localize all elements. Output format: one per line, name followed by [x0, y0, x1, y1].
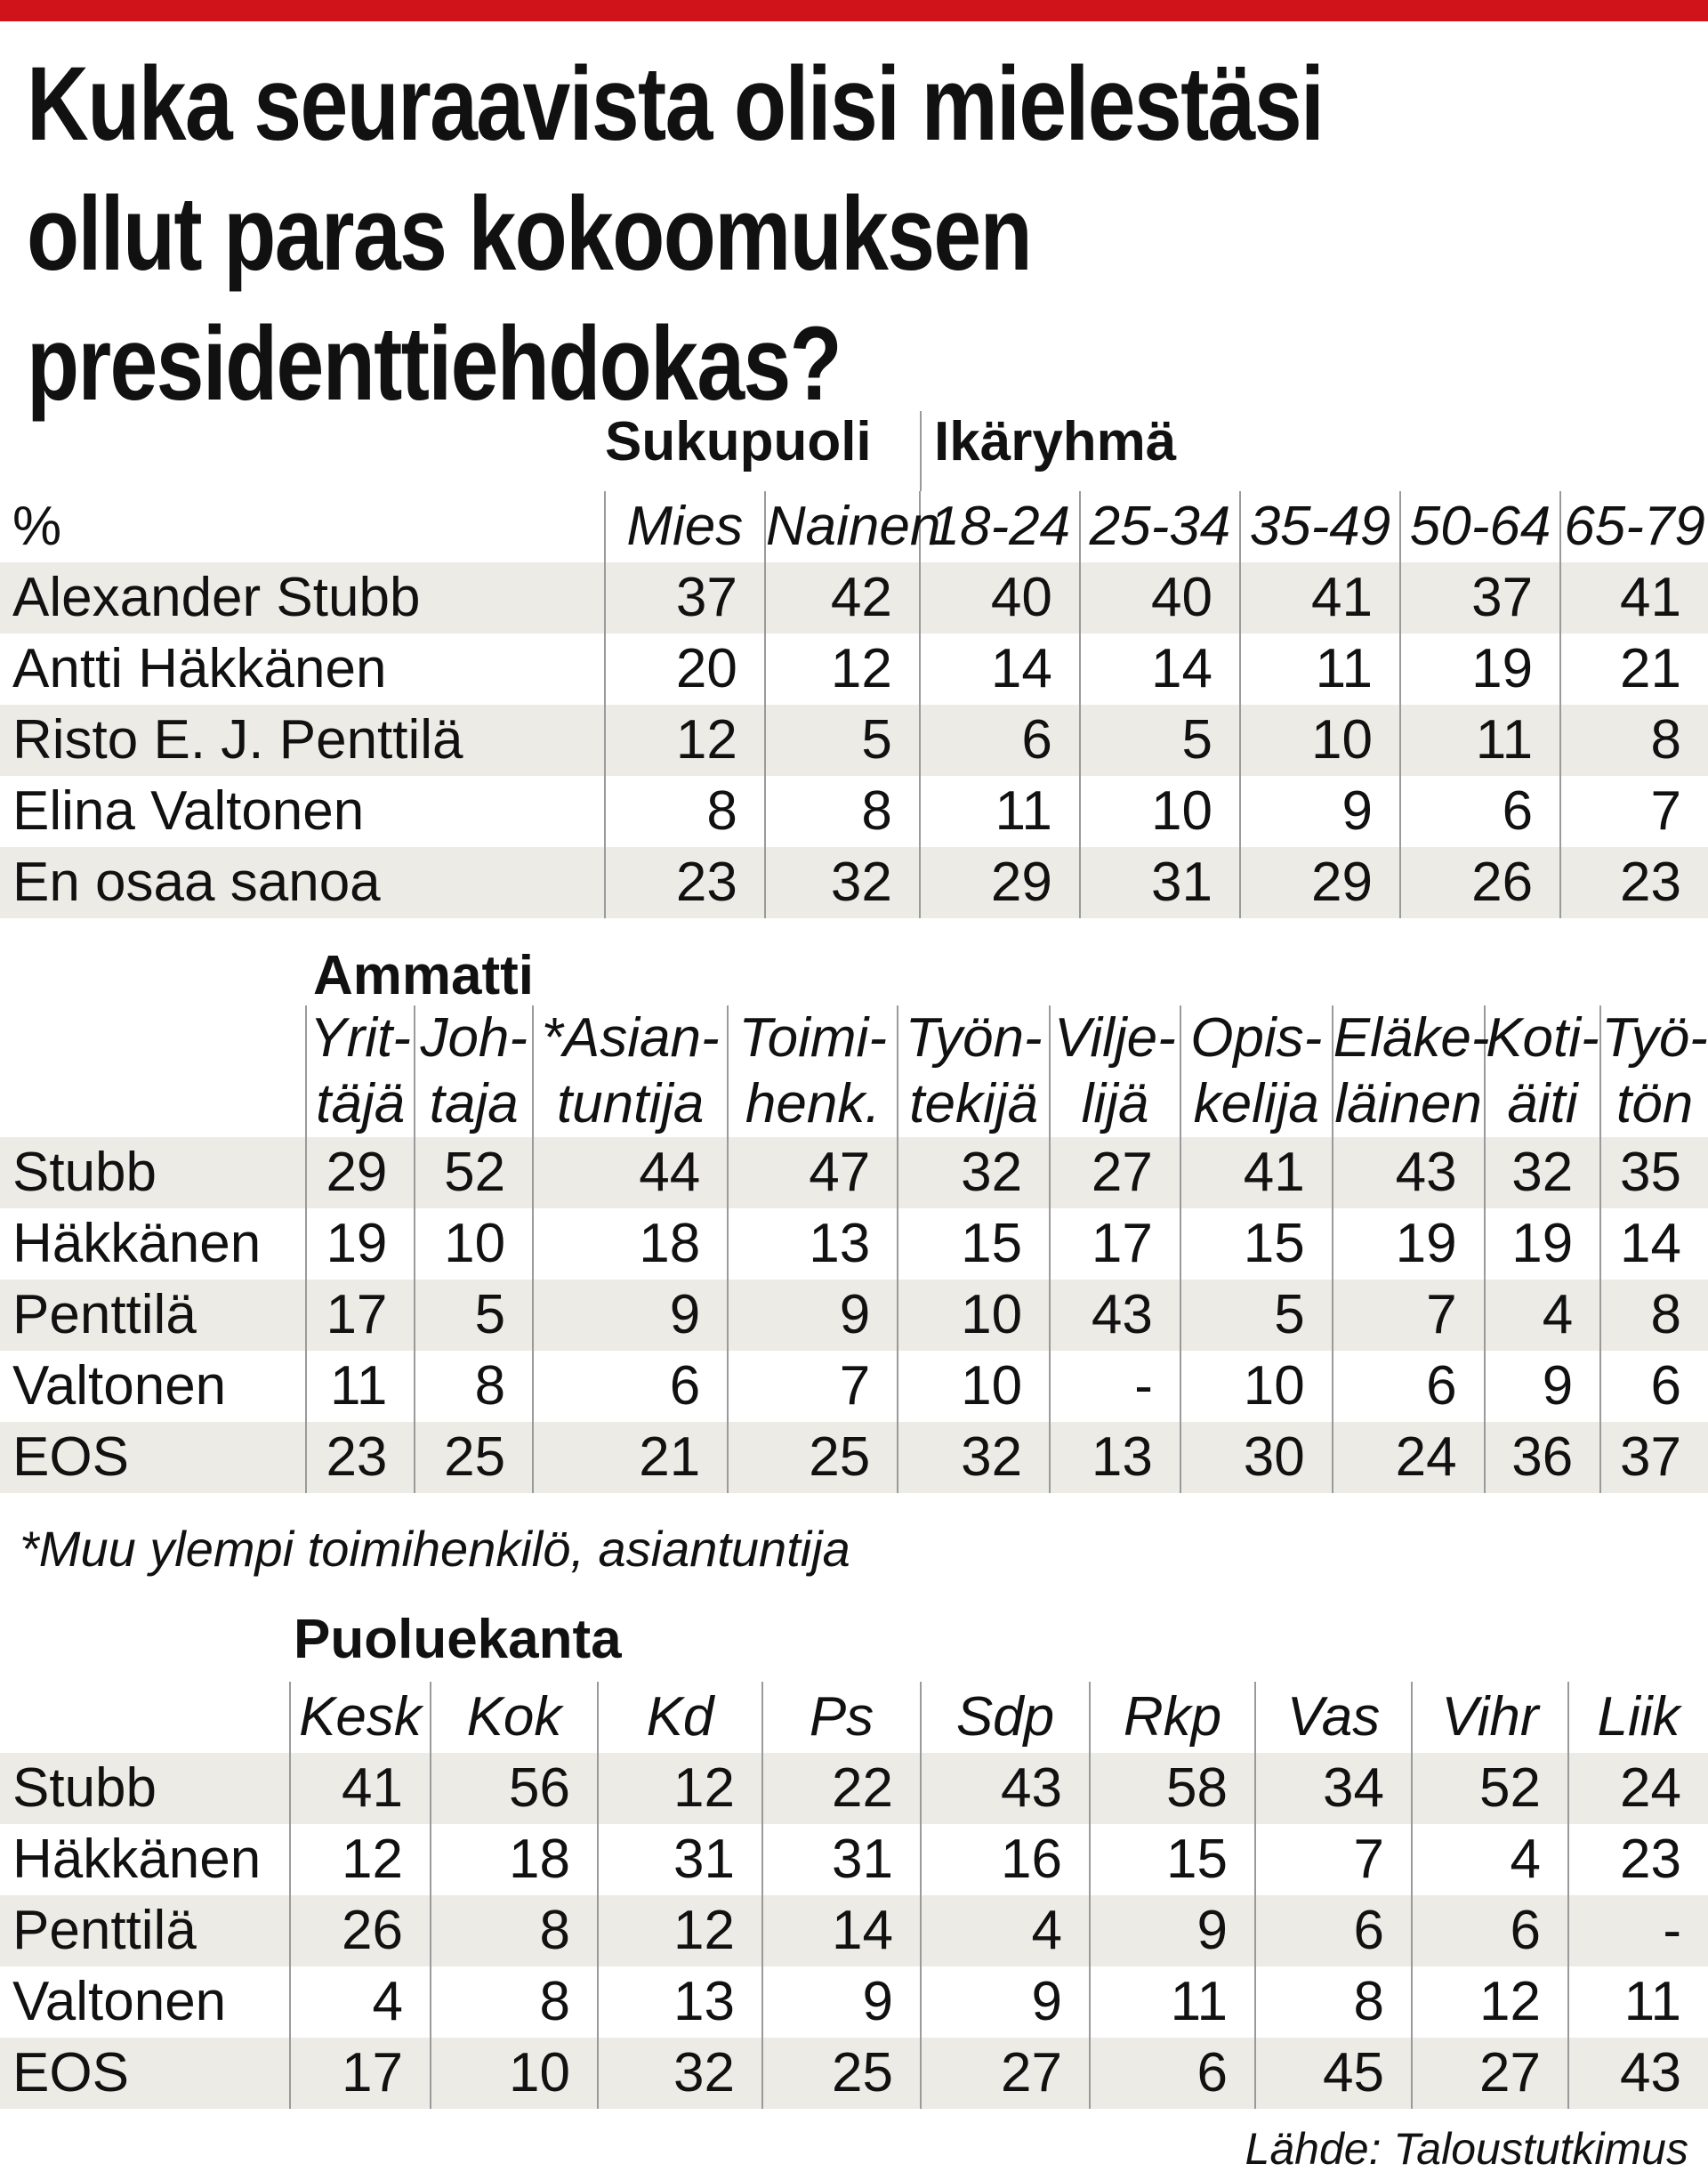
value-cell: 58	[1090, 1753, 1255, 1824]
value-cell: 9	[533, 1280, 728, 1351]
header-row	[0, 1005, 1708, 1137]
value-cell: 11	[1568, 1966, 1708, 2038]
table-gender-age	[0, 491, 1708, 918]
value-cell: 15	[1090, 1824, 1255, 1895]
value-cell: 42	[765, 562, 920, 634]
column-header: Kok	[431, 1682, 598, 1753]
value-cell: 23	[1568, 1824, 1708, 1895]
column-header-line: kelija	[1193, 1073, 1319, 1134]
header-row	[0, 491, 1708, 562]
value-cell: 44	[533, 1137, 728, 1208]
value-cell: 52	[1412, 1753, 1568, 1824]
row-label: Valtonen	[12, 1971, 227, 2032]
row-label: Valtonen	[12, 1355, 227, 1417]
value-cell: 15	[898, 1208, 1050, 1280]
title-line-1: Kuka seuraavista olisi mielestäsi	[27, 45, 1324, 163]
column-header	[306, 1005, 415, 1137]
value-cell: 36	[1485, 1422, 1601, 1493]
value-cell: 13	[728, 1208, 898, 1280]
value-cell: 23	[306, 1422, 415, 1493]
value-cell: 24	[1333, 1422, 1485, 1493]
value-cell: 32	[1485, 1137, 1601, 1208]
table-row	[0, 562, 1708, 634]
table-row	[0, 1895, 1708, 1966]
value-cell: 11	[306, 1351, 415, 1422]
accent-bar	[0, 0, 1708, 21]
row-label: Risto E. J. Penttilä	[0, 705, 605, 776]
value-cell: 31	[762, 1824, 921, 1895]
value-cell: 8	[605, 776, 765, 847]
header-row	[0, 1682, 1708, 1753]
value-cell: 29	[920, 847, 1080, 918]
row-label: Alexander Stubb	[0, 562, 605, 634]
value-cell: 9	[762, 1966, 921, 2038]
value-cell: 18	[431, 1824, 598, 1895]
value-cell: 25	[728, 1422, 898, 1493]
column-header-line: Työn-	[905, 1007, 1043, 1069]
value-cell: 31	[1080, 847, 1240, 918]
value-cell: 9	[1090, 1895, 1255, 1966]
value-cell: 43	[1568, 2038, 1708, 2109]
value-cell: 23	[605, 847, 765, 918]
group-divider	[920, 411, 922, 491]
value-cell: 25	[762, 2038, 921, 2109]
column-header-line: tekijä	[909, 1073, 1039, 1134]
percent-label: %	[12, 496, 62, 557]
value-cell: 9	[728, 1280, 898, 1351]
column-header: 18-24	[920, 491, 1080, 562]
value-cell: 8	[415, 1351, 533, 1422]
value-cell: 6	[1090, 2038, 1255, 2109]
column-header	[1600, 1005, 1708, 1137]
value-cell: 12	[605, 705, 765, 776]
column-header-line: tuntija	[556, 1073, 705, 1134]
value-cell: 52	[415, 1137, 533, 1208]
value-cell: 18	[533, 1208, 728, 1280]
value-cell: 8	[1600, 1280, 1708, 1351]
column-header: Vas	[1255, 1682, 1412, 1753]
column-header-line: *Asian-	[541, 1007, 720, 1069]
header-label-cell	[0, 1682, 290, 1753]
row-label: Penttilä	[0, 1280, 306, 1351]
source-note: Lähde: Taloustutkimus	[1245, 2124, 1688, 2174]
row-label: En osaa sanoa	[0, 847, 605, 918]
column-header	[1180, 1005, 1333, 1137]
value-cell: 10	[1180, 1351, 1333, 1422]
value-cell: 6	[1600, 1351, 1708, 1422]
value-cell: 5	[1180, 1280, 1333, 1351]
value-cell: 21	[533, 1422, 728, 1493]
column-header-line: äiti	[1507, 1073, 1578, 1134]
value-cell: 26	[290, 1895, 431, 1966]
value-cell: 43	[1050, 1280, 1180, 1351]
value-cell: 32	[898, 1137, 1050, 1208]
value-cell: 11	[1240, 634, 1400, 705]
row-label: EOS	[0, 1422, 306, 1493]
title-line-2: ollut paras kokoomuksen	[27, 175, 1032, 293]
column-header-line: Joh-	[420, 1007, 528, 1069]
value-cell: 26	[1400, 847, 1560, 918]
value-cell: 31	[598, 1824, 762, 1895]
column-header: Mies	[605, 491, 765, 562]
value-cell: 6	[920, 705, 1080, 776]
group-label-gender: Sukupuoli	[605, 411, 872, 472]
table-row	[0, 1351, 1708, 1422]
value-cell: 7	[1560, 776, 1708, 847]
column-header	[728, 1005, 898, 1137]
value-cell: 30	[1180, 1422, 1333, 1493]
value-cell: 12	[598, 1753, 762, 1824]
value-cell: 6	[1412, 1895, 1568, 1966]
value-cell: 43	[921, 1753, 1090, 1824]
value-cell: 27	[1050, 1137, 1180, 1208]
value-cell: 25	[415, 1422, 533, 1493]
value-cell: 29	[306, 1137, 415, 1208]
value-cell: 13	[1050, 1422, 1180, 1493]
row-label: EOS	[0, 2038, 290, 2109]
value-cell: 5	[415, 1280, 533, 1351]
value-cell: 5	[765, 705, 920, 776]
table-row	[0, 1753, 1708, 1824]
value-cell: 12	[290, 1824, 431, 1895]
column-header	[415, 1005, 533, 1137]
value-cell: 22	[762, 1753, 921, 1824]
value-cell: 41	[290, 1753, 431, 1824]
row-label: Häkkänen	[12, 1213, 262, 1274]
column-header: 50-64	[1400, 491, 1560, 562]
table-row	[0, 1280, 1708, 1351]
column-header: Sdp	[921, 1682, 1090, 1753]
value-cell: 12	[598, 1895, 762, 1966]
column-header	[1333, 1005, 1490, 1137]
group-label-party: Puoluekanta	[294, 1609, 622, 1670]
column-header: Kesk	[290, 1682, 431, 1753]
column-header: Vihr	[1412, 1682, 1568, 1753]
value-cell: 10	[1080, 776, 1240, 847]
table-row	[0, 847, 1708, 918]
value-cell: 17	[306, 1280, 415, 1351]
value-cell: 11	[920, 776, 1080, 847]
value-cell: 10	[1240, 705, 1400, 776]
value-cell: 10	[898, 1280, 1050, 1351]
column-header: Nainen	[765, 491, 920, 562]
column-header	[898, 1005, 1050, 1137]
column-header	[1050, 1005, 1180, 1137]
row-label: Häkkänen	[12, 1829, 262, 1890]
value-cell: 34	[1255, 1753, 1412, 1824]
group-label-occupation: Ammatti	[313, 945, 535, 1006]
value-cell: 7	[1333, 1280, 1485, 1351]
column-header-line: tön	[1616, 1073, 1694, 1134]
column-header-line: lijä	[1081, 1073, 1149, 1134]
value-cell: 9	[1240, 776, 1400, 847]
value-cell: 14	[762, 1895, 921, 1966]
value-cell: 12	[765, 634, 920, 705]
value-cell: 35	[1600, 1137, 1708, 1208]
column-header	[1485, 1005, 1601, 1137]
table-row	[0, 1966, 1708, 2038]
value-cell: 6	[533, 1351, 728, 1422]
row-label: Stubb	[0, 1137, 306, 1208]
value-cell: 7	[1255, 1824, 1412, 1895]
value-cell: 24	[1568, 1753, 1708, 1824]
value-cell: 4	[290, 1966, 431, 2038]
table-row	[0, 1422, 1708, 1493]
row-label: Stubb	[0, 1753, 290, 1824]
table-occupation	[0, 1005, 1708, 1493]
column-header: 25-34	[1080, 491, 1240, 562]
column-header-line: Koti-	[1486, 1007, 1599, 1069]
value-cell: 19	[1485, 1208, 1601, 1280]
value-cell: 5	[1080, 705, 1240, 776]
value-cell: 14	[1600, 1208, 1708, 1280]
value-cell: 23	[1560, 847, 1708, 918]
column-header-line: Toimi-	[738, 1007, 887, 1069]
column-header-line: taja	[429, 1073, 519, 1134]
value-cell: 27	[1412, 2038, 1568, 2109]
value-cell: 27	[921, 2038, 1090, 2109]
value-cell: 11	[1400, 705, 1560, 776]
value-cell: 10	[431, 2038, 598, 2109]
table-row	[0, 1137, 1708, 1208]
column-header-line: henk.	[745, 1073, 881, 1134]
column-header-line: Työ-	[1601, 1007, 1708, 1069]
value-cell: 21	[1560, 634, 1708, 705]
title-line-3: presidenttiehdokas?	[27, 305, 842, 423]
value-cell: 6	[1255, 1895, 1412, 1966]
value-cell: 8	[431, 1895, 598, 1966]
value-cell: 4	[921, 1895, 1090, 1966]
row-label: Penttilä	[0, 1895, 290, 1966]
column-header-line: läinen	[1334, 1073, 1482, 1134]
chart-title	[27, 39, 1383, 429]
value-cell: 32	[598, 2038, 762, 2109]
value-cell: 17	[1050, 1208, 1180, 1280]
header-label-cell	[0, 1005, 306, 1137]
value-cell: 40	[920, 562, 1080, 634]
column-header: Kd	[598, 1682, 762, 1753]
value-cell: 10	[898, 1351, 1050, 1422]
column-header-line: täjä	[316, 1073, 406, 1134]
value-cell: 40	[1080, 562, 1240, 634]
column-header-line: Yrit-	[310, 1007, 411, 1069]
value-cell: 8	[1560, 705, 1708, 776]
table-row	[0, 776, 1708, 847]
value-cell: 8	[765, 776, 920, 847]
row-label: Elina Valtonen	[12, 780, 365, 842]
table-row	[0, 1824, 1708, 1895]
group-label-age: Ikäryhmä	[934, 411, 1177, 472]
column-header: 35-49	[1240, 491, 1400, 562]
value-cell: 37	[605, 562, 765, 634]
value-cell: 19	[1333, 1208, 1485, 1280]
value-cell: 56	[431, 1753, 598, 1824]
column-header: Ps	[762, 1682, 921, 1753]
value-cell: 43	[1333, 1137, 1485, 1208]
value-cell: 17	[290, 2038, 431, 2109]
column-header: Rkp	[1090, 1682, 1255, 1753]
value-cell: 4	[1412, 1824, 1568, 1895]
value-cell: 20	[605, 634, 765, 705]
value-cell: 14	[920, 634, 1080, 705]
value-cell: 47	[728, 1137, 898, 1208]
footnote: *Muu ylempi toimihenkilö, asiantuntija	[20, 1521, 850, 1577]
value-cell: 11	[1090, 1966, 1255, 2038]
table-row	[0, 705, 1708, 776]
value-cell: 14	[1080, 634, 1240, 705]
value-cell: 8	[1255, 1966, 1412, 2038]
value-cell: 37	[1400, 562, 1560, 634]
value-cell: 41	[1240, 562, 1400, 634]
value-cell: 29	[1240, 847, 1400, 918]
table-row	[0, 1208, 1708, 1280]
value-cell: 8	[431, 1966, 598, 2038]
value-cell: 41	[1560, 562, 1708, 634]
value-cell: 19	[1400, 634, 1560, 705]
value-cell: 32	[765, 847, 920, 918]
value-cell: 12	[1412, 1966, 1568, 2038]
value-cell: -	[1568, 1895, 1708, 1966]
table-row	[0, 634, 1708, 705]
value-cell: 45	[1255, 2038, 1412, 2109]
value-cell: 9	[921, 1966, 1090, 2038]
value-cell: 32	[898, 1422, 1050, 1493]
column-header-line: Eläke-	[1333, 1007, 1490, 1069]
column-header-line: Vilje-	[1054, 1007, 1176, 1069]
column-header: Liik	[1568, 1682, 1708, 1753]
value-cell: 9	[1485, 1351, 1601, 1422]
value-cell: 6	[1400, 776, 1560, 847]
value-cell: 15	[1180, 1208, 1333, 1280]
value-cell: 41	[1180, 1137, 1333, 1208]
value-cell: 4	[1485, 1280, 1601, 1351]
value-cell: 10	[415, 1208, 533, 1280]
column-header: 65-79	[1560, 491, 1708, 562]
value-cell: 16	[921, 1824, 1090, 1895]
row-label: Antti Häkkänen	[12, 638, 387, 699]
table-party	[0, 1682, 1708, 2109]
value-cell: 7	[728, 1351, 898, 1422]
value-cell: 13	[598, 1966, 762, 2038]
column-header-line: Opis-	[1190, 1007, 1323, 1069]
value-cell: 37	[1600, 1422, 1708, 1493]
value-cell: 19	[306, 1208, 415, 1280]
table-row	[0, 2038, 1708, 2109]
value-cell: 6	[1333, 1351, 1485, 1422]
value-cell: -	[1050, 1351, 1180, 1422]
column-header	[533, 1005, 728, 1137]
